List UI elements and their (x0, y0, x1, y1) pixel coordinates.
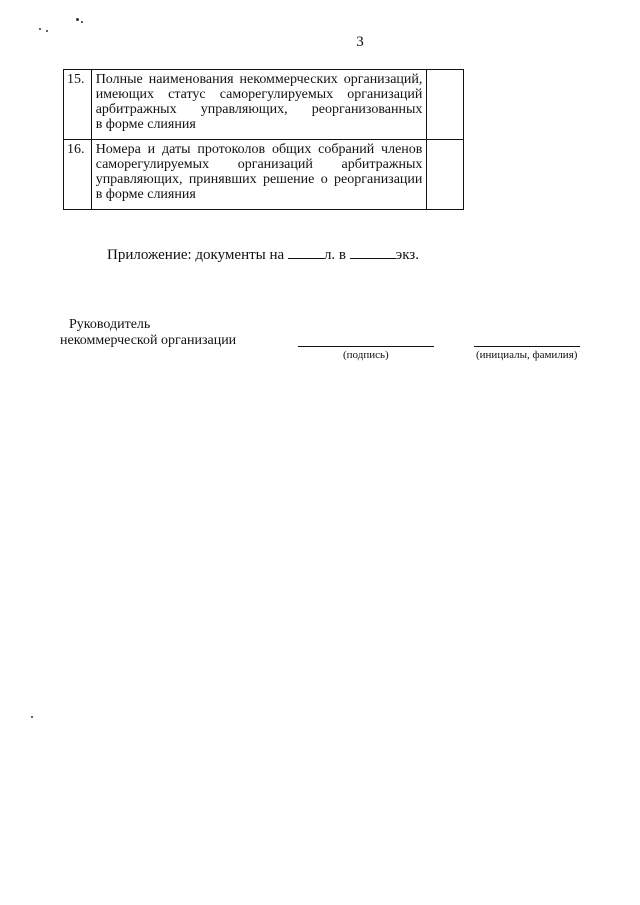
scan-speck (31, 716, 33, 718)
row-description-line: управляющих, принявших решение о реорганизации (95, 172, 423, 187)
row-description-line: в форме слияния (95, 187, 196, 202)
signer-organization: некоммерческой организации (60, 333, 237, 348)
appendix-line (107, 246, 419, 264)
scan-speck (76, 18, 79, 21)
scan-speck (46, 30, 48, 32)
sheets-count-field[interactable] (288, 246, 324, 259)
row-description-line: саморегулируемых организаций арбитражных (95, 157, 423, 172)
row-description-line: арбитражных управляющих, реорганизованных (95, 102, 423, 117)
data-table (63, 69, 464, 210)
row-answer-cell[interactable] (427, 70, 464, 140)
signature-caption: (подпись) (343, 349, 389, 361)
table-row (64, 70, 464, 140)
signature-line[interactable] (298, 346, 434, 347)
row-number: 15. (64, 70, 92, 140)
row-description-line: Номера и даты протоколов общих собраний членов (95, 142, 423, 157)
appendix-suffix: экз. (395, 247, 419, 263)
signer-title: Руководитель (69, 317, 151, 332)
name-caption: (инициалы, фамилия) (476, 349, 578, 361)
scan-speck (39, 28, 41, 30)
copies-count-field[interactable] (350, 246, 396, 259)
name-line[interactable] (474, 346, 580, 347)
row-description (91, 70, 427, 140)
row-description-line: в форме слияния (95, 117, 196, 132)
row-description (91, 140, 427, 210)
page-number: 3 (356, 34, 364, 50)
table-row (64, 140, 464, 210)
row-description-line: Полные наименования некоммерческих организаций, (95, 72, 423, 87)
scan-speck (81, 21, 83, 23)
row-answer-cell[interactable] (427, 140, 464, 210)
row-number: 16. (64, 140, 92, 210)
row-description-line: имеющих статус саморегулируемых организаций (95, 87, 423, 102)
appendix-middle: л. в (323, 247, 350, 263)
appendix-prefix: Приложение: документы на (107, 247, 288, 263)
